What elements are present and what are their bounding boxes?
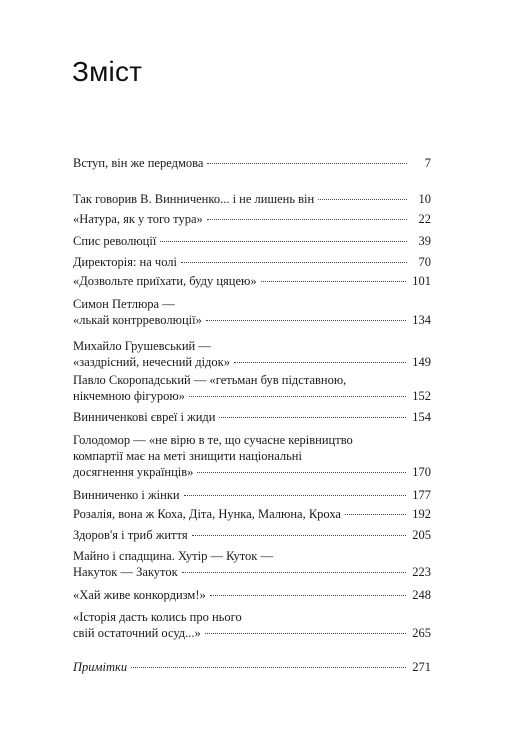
dot-leader [261, 281, 407, 282]
toc-entry-line [73, 233, 431, 249]
toc-entry-line [73, 338, 431, 354]
dot-leader [207, 219, 407, 220]
toc-page-number: 22 [418, 212, 431, 226]
dot-leader [318, 199, 407, 200]
toc-entry[interactable] [73, 338, 431, 370]
dot-leader [189, 396, 406, 397]
toc-page-number: 152 [412, 389, 431, 403]
toc-entry-title: Винниченко і жінки [73, 488, 180, 502]
dot-leader [345, 514, 406, 515]
toc-entry-title: Розалія, вона ж Коха, Діта, Нунка, Малюна, Кроха [73, 507, 341, 521]
toc-entry-line [73, 211, 431, 227]
toc-page-number: 149 [412, 355, 431, 369]
toc-entry-line [73, 354, 431, 370]
dot-leader [206, 320, 406, 321]
toc-entry-line [73, 273, 431, 289]
toc-entry[interactable] [73, 296, 431, 328]
toc-entry-title: досягнення українців» [73, 465, 194, 479]
toc-entry-line [73, 564, 431, 580]
toc-entry-title: нікчемною фігурою» [73, 389, 185, 403]
toc-entry-line [73, 432, 431, 448]
toc-entry-title: Директорія: на чолі [73, 255, 177, 269]
toc-entry[interactable] [73, 432, 431, 480]
toc-page-number: 223 [412, 565, 431, 579]
toc-entry-title: «Хай живе конкордизм!» [73, 588, 206, 602]
dot-leader [197, 472, 406, 473]
toc-entry-title: Вступ, він же передмова [73, 156, 204, 170]
toc-page-number: 154 [412, 410, 431, 424]
dot-leader [160, 241, 407, 242]
toc-entry-line [73, 409, 431, 425]
toc-entry-line [73, 155, 431, 171]
toc-entry-line [73, 527, 431, 543]
toc-page-number: 265 [412, 626, 431, 640]
toc-entry[interactable] [73, 155, 431, 171]
toc-page-number: 248 [412, 588, 431, 602]
toc-entry-title: Примітки [73, 660, 128, 674]
toc-entry[interactable] [73, 587, 431, 603]
toc-entry-line [73, 506, 431, 522]
toc-entry-line [73, 448, 431, 464]
toc-page-number: 177 [412, 488, 431, 502]
toc-entry[interactable] [73, 527, 431, 543]
toc-entry-line [73, 548, 431, 564]
toc-entry-title: «Натура, як у того тура» [73, 212, 203, 226]
toc-entry[interactable] [73, 609, 431, 641]
dot-leader [192, 535, 407, 536]
toc-entry-title: Голодомор — «не вірю в те, що сучасне керівництво [73, 433, 353, 447]
toc-entry-line [73, 659, 431, 675]
toc-entry-title: Майно і спадщина. Хутір — Куток — [73, 549, 273, 563]
toc-entry[interactable] [73, 409, 431, 425]
toc-entry[interactable] [73, 372, 431, 404]
toc-page-number: 170 [412, 465, 431, 479]
toc-page-number: 192 [412, 507, 431, 521]
dot-leader [131, 667, 406, 668]
toc-page-number: 101 [412, 274, 431, 288]
toc-entry-title: Здоров'я і триб життя [73, 528, 188, 542]
toc-entry[interactable] [73, 659, 431, 675]
toc-entry-line [73, 609, 431, 625]
toc-entry[interactable] [73, 273, 431, 289]
toc-entry-title: «заздрісний, нечесний дідок» [73, 355, 230, 369]
toc-entry[interactable] [73, 254, 431, 270]
toc-entry[interactable] [73, 191, 431, 207]
toc-entry[interactable] [73, 506, 431, 522]
toc-entry-line [73, 254, 431, 270]
page-title: Зміст [72, 56, 143, 87]
toc-entry-title: «лькай контрреволюції» [73, 313, 202, 327]
toc-page-number: 134 [412, 313, 431, 327]
toc-entry-line [73, 372, 431, 388]
toc-entry-title: Винниченкові євреї і жиди [73, 410, 216, 424]
toc-entry-line [73, 487, 431, 503]
toc-entry-title: компартії має на меті знищити національні [73, 449, 302, 463]
toc-entry-line [73, 191, 431, 207]
toc-entry[interactable] [73, 211, 431, 227]
toc-entry-line [73, 296, 431, 312]
toc-page-number: 10 [418, 192, 431, 206]
dot-leader [205, 633, 406, 634]
toc-page-number: 205 [412, 528, 431, 542]
dot-leader [207, 163, 407, 164]
toc-page-number: 271 [412, 660, 431, 674]
toc-entry-line [73, 464, 431, 480]
toc-entry-line [73, 625, 431, 641]
toc-page-number: 70 [418, 255, 431, 269]
toc-entry-title: Симон Петлюра — [73, 297, 175, 311]
toc-page-number: 39 [418, 234, 431, 248]
dot-leader [182, 572, 407, 573]
toc-entry-title: Накуток — Закуток [73, 565, 178, 579]
toc-entry-line [73, 312, 431, 328]
toc-entry[interactable] [73, 233, 431, 249]
toc-entry-title: «Дозвольте приїхати, буду цяцею» [73, 274, 257, 288]
toc-entry-title: Так говорив В. Винниченко... і не лишень він [73, 192, 315, 206]
toc-entry-line [73, 388, 431, 404]
toc-entry-title: Михайло Грушевський — [73, 339, 211, 353]
dot-leader [210, 595, 406, 596]
dot-leader [234, 362, 406, 363]
toc-entry-title: Спис революції [73, 234, 157, 248]
toc-entry-title: Павло Скоропадський — «гетьман був підставною, [73, 373, 347, 387]
toc-entry-line [73, 587, 431, 603]
toc-page-number: 7 [424, 156, 431, 170]
dot-leader [184, 495, 407, 496]
dot-leader [219, 417, 406, 418]
toc-entry-title: свій остаточний осуд...» [73, 626, 201, 640]
toc-entry-title: «Історія дасть колись про нього [73, 610, 242, 624]
toc-entry[interactable] [73, 548, 431, 580]
toc-entry[interactable] [73, 487, 431, 503]
dot-leader [181, 262, 407, 263]
